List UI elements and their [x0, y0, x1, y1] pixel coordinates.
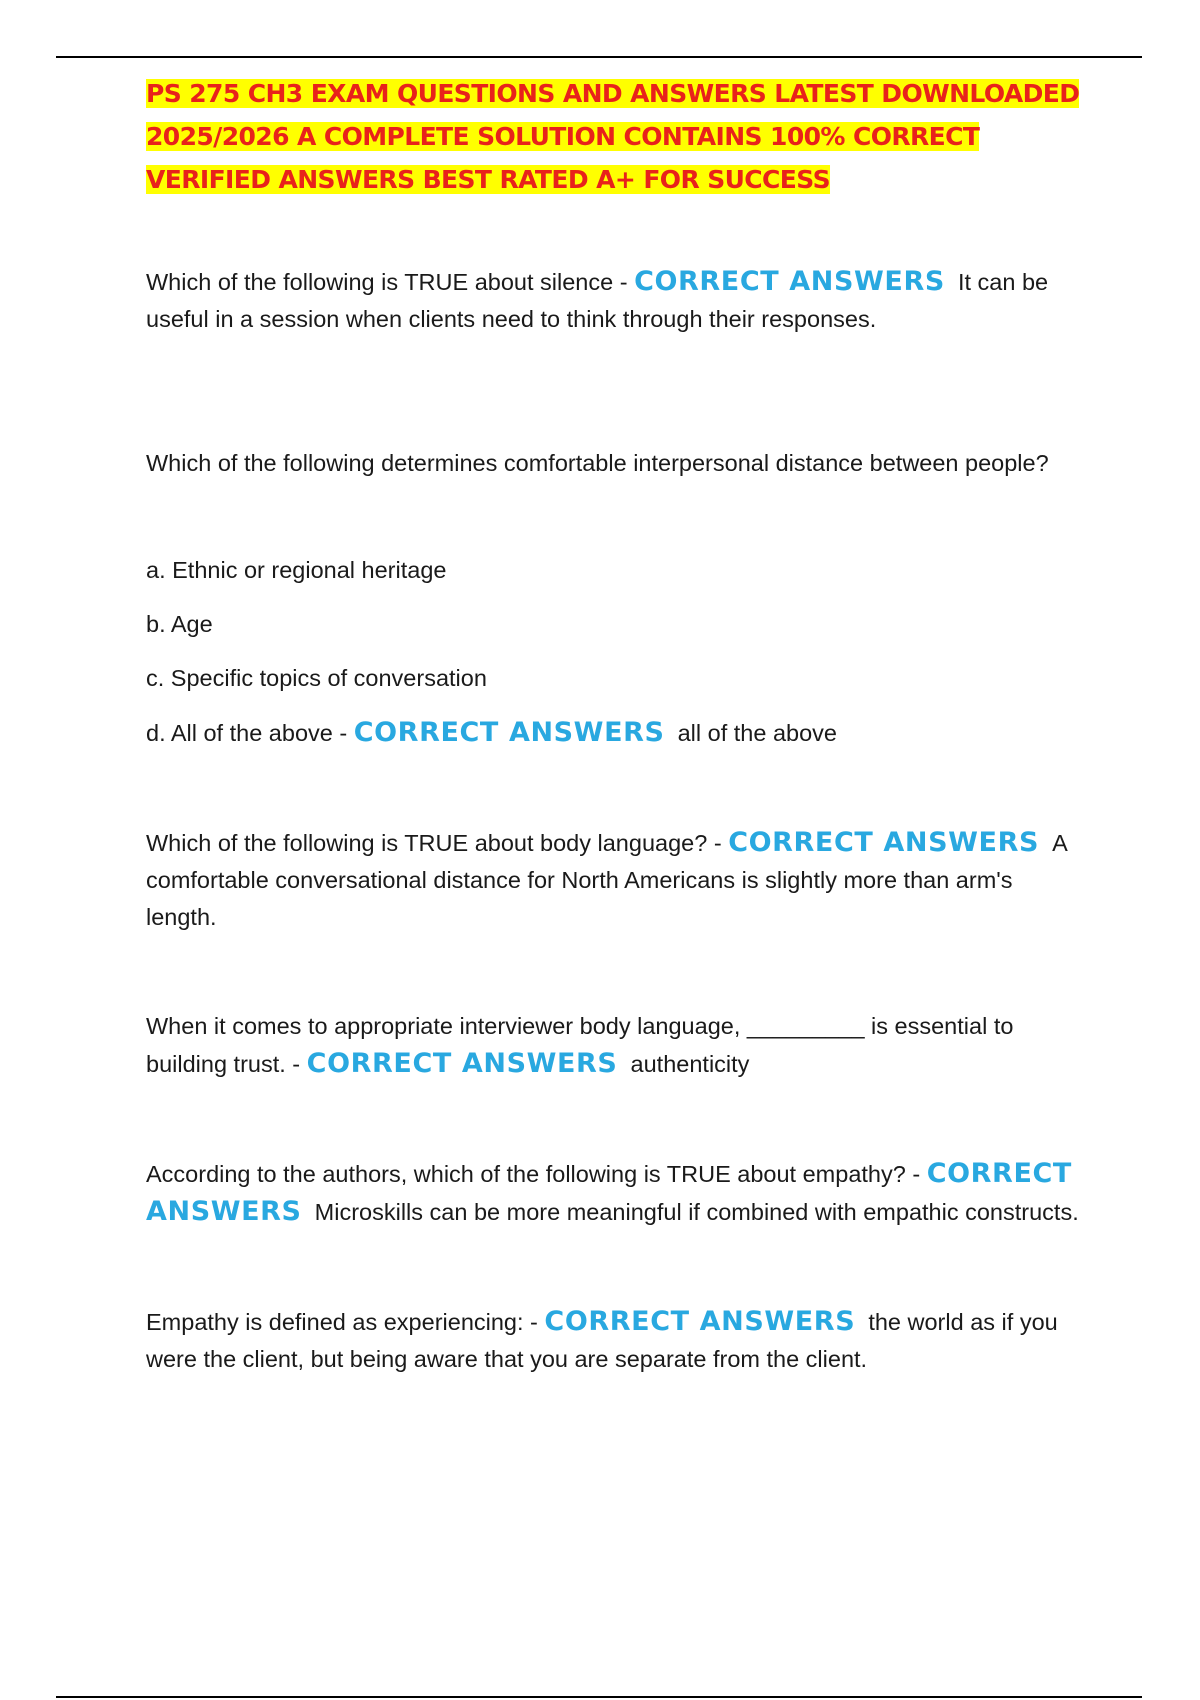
option-a: a. Ethnic or regional heritage — [146, 557, 447, 583]
answer-text: all of the above — [677, 720, 838, 746]
answer-text: It can be useful in a session when clients need to think through their responses. — [146, 269, 1049, 332]
answer-text: the world as if you were the client, but being aware that you are separate from the client. — [146, 1309, 1058, 1372]
qa-item-3 — [146, 824, 1086, 936]
qa-item-4 — [146, 1008, 1086, 1083]
correct-answers-tag: CORRECT ANSWERS — [634, 266, 945, 297]
document-body — [146, 72, 1086, 1378]
correct-answers-tag: CORRECT ANSWERS — [306, 1048, 618, 1079]
correct-answers-tag: CORRECT ANSWERS — [146, 1158, 1072, 1227]
answer-text: A comfortable conversational distance for North Americans is slightly more than arm's length. — [146, 830, 1067, 930]
answer-text: authenticity — [630, 1051, 750, 1077]
question-text: According to the authors, which of the following is TRUE about empathy? - — [146, 1161, 927, 1187]
option-b: b. Age — [146, 611, 213, 637]
correct-answers-tag: CORRECT ANSWERS — [353, 717, 665, 748]
qa-item-1 — [146, 263, 1086, 338]
answer-text: Microskills can be more meaningful if combined with empathic constructs. — [314, 1199, 1079, 1225]
question-text: When it comes to appropriate interviewer body language, _________ is essential to building trust. - — [146, 1013, 1014, 1077]
question-text: Which of the following determines comfortable interpersonal distance between people? — [146, 450, 1049, 476]
title-highlight: PS 275 CH3 EXAM QUESTIONS AND ANSWERS LATEST DOWNLOADED 2025/2026 A COMPLETE SOLUTION CONTAINS 100% CORRECT VERIFIED ANSWERS BEST RATED A+ FOR SUCCESS — [146, 79, 1080, 194]
question-text: Empathy is defined as experiencing: - — [146, 1309, 545, 1335]
option-d — [146, 714, 1086, 752]
question-text: Which of the following is TRUE about body language? - — [146, 830, 729, 856]
top-rule — [56, 56, 1142, 58]
bottom-rule — [56, 1696, 1142, 1698]
correct-answers-tag: CORRECT ANSWERS — [728, 827, 1040, 858]
question-text: Which of the following is TRUE about silence - — [146, 269, 635, 295]
correct-answers-tag: CORRECT ANSWERS — [544, 1306, 856, 1337]
qa-item-2 — [146, 445, 1086, 482]
qa-item-5 — [146, 1155, 1086, 1231]
qa-item-6 — [146, 1303, 1086, 1378]
option-c: c. Specific topics of conversation — [146, 665, 487, 691]
document-title — [146, 72, 1086, 201]
option-d-text: d. All of the above - — [146, 720, 354, 746]
